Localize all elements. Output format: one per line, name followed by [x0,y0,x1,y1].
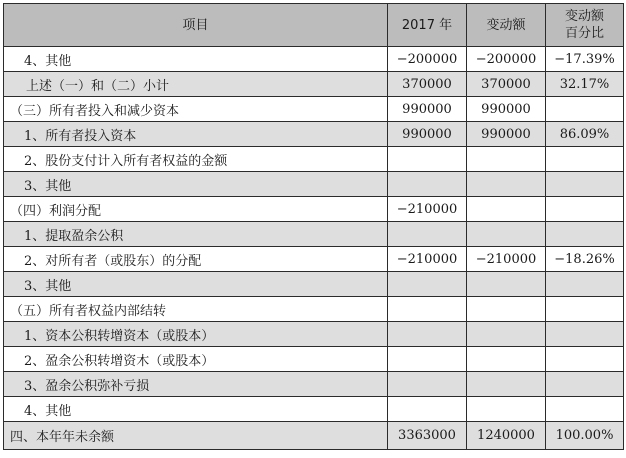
row-pct-value [546,147,624,172]
row-pct-value [546,372,624,397]
header-pct-line2: 百分比 [564,26,604,41]
row-pct-value [546,322,624,347]
row-label: 2、股份支付计入所有者权益的金额 [4,147,388,172]
row-label: 1、提取盈余公积 [4,222,388,247]
row-label: 3、其他 [4,272,388,297]
header-pct [546,4,624,47]
row-year-value: −200000 [388,47,467,72]
row-pct-value: 32.17% [546,72,624,97]
row-pct-value: −18.26% [546,247,624,272]
row-label: 3、盈余公积弥补亏损 [4,372,388,397]
row-pct-value [546,347,624,372]
row-label: （五）所有者权益内部结转 [4,297,388,322]
row-year-value [388,372,467,397]
row-pct-value [546,97,624,122]
row-change-value [467,172,546,197]
table-row [4,347,624,372]
table-row [4,197,624,222]
table-row-total [4,422,624,450]
row-year-value [388,222,467,247]
row-label: 4、其他 [4,397,388,422]
header-year: 2017 年 [388,4,467,47]
row-label: 1、资本公积转增资本（或股本） [4,322,388,347]
row-year-value: 990000 [388,97,467,122]
row-year-value: 370000 [388,72,467,97]
financial-table [3,3,624,450]
row-pct-value [546,297,624,322]
row-label: （四）利润分配 [4,197,388,222]
table-row [4,297,624,322]
table-row [4,222,624,247]
row-pct-value: 100.00% [546,422,624,450]
row-pct-value: −17.39% [546,47,624,72]
row-change-value [467,297,546,322]
row-change-value: 990000 [467,122,546,147]
row-year-value: 990000 [388,122,467,147]
row-pct-value [546,272,624,297]
row-pct-value [546,197,624,222]
row-year-value [388,272,467,297]
table-row [4,322,624,347]
row-pct-value [546,222,624,247]
row-label: （三）所有者投入和减少资本 [4,97,388,122]
row-change-value: 370000 [467,72,546,97]
table-row [4,47,624,72]
row-label: 3、其他 [4,172,388,197]
table-row [4,172,624,197]
row-year-value [388,347,467,372]
row-change-value [467,197,546,222]
row-change-value: 1240000 [467,422,546,450]
table-row [4,372,624,397]
row-year-value [388,297,467,322]
row-change-value [467,222,546,247]
table-row [4,97,624,122]
table-row [4,272,624,297]
row-year-value: −210000 [388,197,467,222]
row-pct-value: 86.09% [546,122,624,147]
row-change-value [467,322,546,347]
table-row [4,397,624,422]
row-label: 四、本年年未余额 [4,422,388,450]
row-change-value: −210000 [467,247,546,272]
row-change-value [467,397,546,422]
header-pct-line1: 变动额 [564,9,604,24]
row-label: 1、所有者投入资本 [4,122,388,147]
row-year-value [388,172,467,197]
row-pct-value [546,397,624,422]
row-change-value [467,347,546,372]
row-year-value [388,147,467,172]
row-change-value [467,147,546,172]
row-year-value: 3363000 [388,422,467,450]
row-year-value [388,397,467,422]
row-label: 2、盈余公积转增资木（或股本） [4,347,388,372]
header-item: 项目 [4,4,388,47]
row-label: 上述（一）和（二）小计 [4,72,388,97]
row-change-value [467,272,546,297]
row-change-value: −200000 [467,47,546,72]
table-row [4,247,624,272]
row-change-value: 990000 [467,97,546,122]
header-change: 变动额 [467,4,546,47]
row-year-value: −210000 [388,247,467,272]
row-year-value [388,322,467,347]
table-row [4,147,624,172]
row-label: 4、其他 [4,47,388,72]
row-change-value [467,372,546,397]
row-pct-value [546,172,624,197]
header-row [4,4,624,47]
table-row [4,72,624,97]
row-label: 2、对所有者（或股东）的分配 [4,247,388,272]
table-row [4,122,624,147]
